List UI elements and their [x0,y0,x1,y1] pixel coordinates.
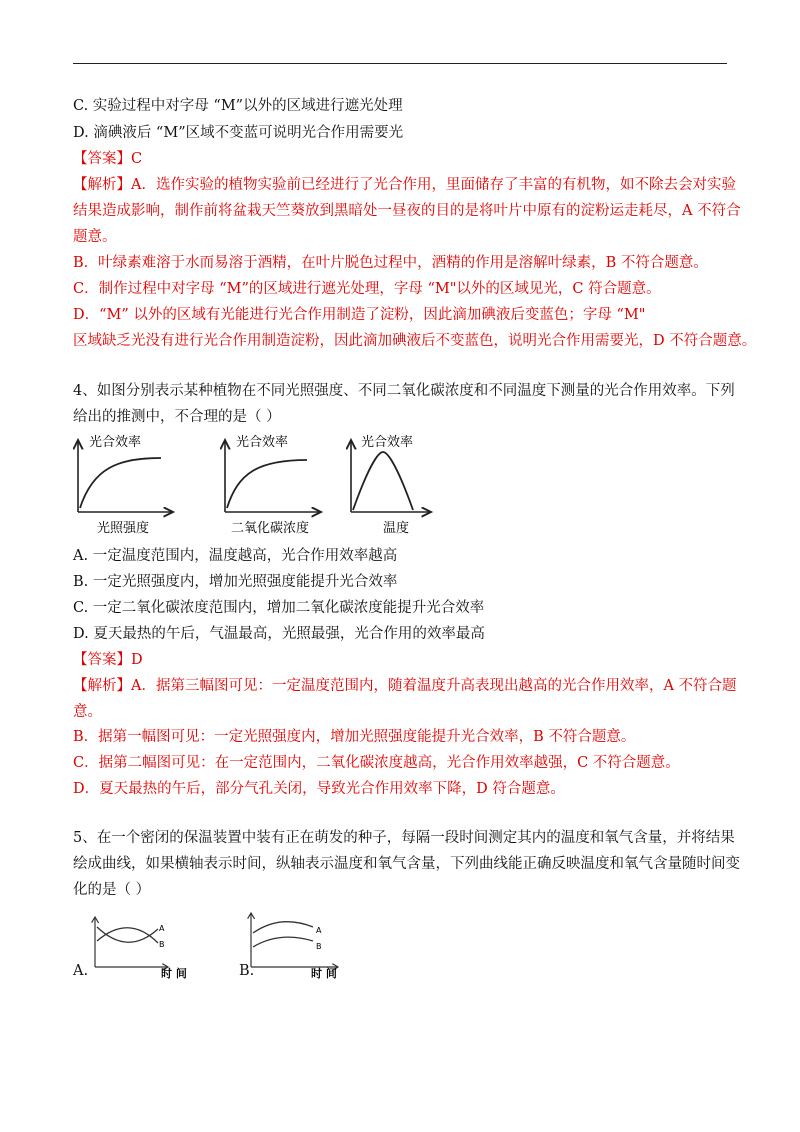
analysis-line: 题意。 [73,229,117,245]
graph-option-a [95,917,187,980]
graph-option-b [251,913,338,980]
x-axis-label: 二氧化碳浓度 [231,521,310,536]
question-stem: 绘成曲线，如果横轴表示时间，纵轴表示温度和氧气含量，下列曲线能正确反映温度和氧气含量随时间变 [73,856,740,872]
option-b-label[interactable]: B. [239,963,255,979]
q4-graphs [73,428,443,540]
curve-line [227,460,307,508]
y-axis-label: 光合效率 [89,435,142,450]
curve-line [253,937,313,947]
y-axis-label: 光合效率 [236,435,289,450]
option-b: B. 一定光照强度内，增加光照强度能提升光合效率 [73,574,398,590]
option-d: D. 夏天最热的午后，气温最高，光照最强，光合作用的效率最高 [73,626,485,642]
analysis-line: 结果造成影响，制作前将盆栽天竺葵放到黑暗处一昼夜的目的是将叶片中原有的淀粉运走耗尽，A 不符合 [73,203,741,219]
question-stem: 给出的推测中，不合理的是（ ） [73,409,281,425]
option-d: D. 滴碘液后 “M”区域不变蓝可说明光合作用需要光 [73,125,404,141]
header-rule [73,63,727,64]
question-stem: 化的是（ ） [73,882,151,898]
curve-line [97,928,158,943]
answer: 【答案】D [73,652,143,668]
analysis-line: 意。 [73,704,102,720]
analysis-line: 【解析】A．据第三幅图可见：一定温度范围内，随着温度升高表现出越高的光合作用效率，A 不符合题 [73,678,737,694]
curve-label: B [159,940,165,949]
graph-co2-concentration [225,434,321,536]
y-axis-label: 光合效率 [361,435,414,450]
curve-label: A [159,924,165,933]
x-axis-label: 光照强度 [97,521,150,536]
analysis-line: B．据第一幅图可见：一定光照强度内，增加光照强度能提升光合效率，B 不符合题意。 [73,729,636,745]
question-stem: 5、在一个密闭的保温装置中装有正在萌发的种子，每隔一段时间测定其内的温度和氧气含量，并将结果 [73,830,735,846]
curve-line [353,452,413,510]
question-stem: 4、如图分别表示某种植物在不同光照强度、不同二氧化碳浓度和不同温度下测量的光合作用效率。下列 [73,383,735,399]
analysis-line: D．夏天最热的午后，部分气孔关闭，导致光合作用效率下降，D 符合题意。 [73,781,565,797]
option-a-label[interactable]: A. [73,963,89,979]
analysis-line: 区域缺乏光没有进行光合作用制造淀粉，因此滴加碘液后不变蓝色，说明光合作用需要光，D 不符合题意。 [73,333,757,349]
graph-temperature [351,434,431,536]
x-axis-label: 时 间 [311,967,337,980]
curve-label: B [316,942,322,951]
analysis-line: 【解析】A．选作实验的植物实验前已经进行了光合作用，里面储存了丰富的有机物，如不除去会对实验 [73,177,736,193]
q5-graphs [73,905,373,990]
answer: 【答案】C [73,151,143,167]
option-c: C. 一定二氧化碳浓度范围内，增加二氧化碳浓度能提升光合效率 [73,600,485,616]
curve-label: A [316,926,322,935]
option-a: A. 一定温度范围内，温度越高，光合作用效率越高 [73,548,398,564]
analysis-line: C．据第二幅图可见：在一定范围内，二氧化碳浓度越高，光合作用效率越强，C 不符合题意。 [73,755,680,771]
analysis-line: C．制作过程中对字母 “M”的区域进行遮光处理，字母 “M"以外的区域见光，C 符合题意。 [73,281,661,297]
curve-line [253,922,313,933]
curve-line [80,458,161,508]
x-axis-label: 时 间 [161,967,187,980]
option-c: C. 实验过程中对字母 “M”以外的区域进行遮光处理 [73,98,403,114]
analysis-line: D．“M” 以外的区域有光能进行光合作用制造了淀粉，因此滴加碘液后变蓝色；字母 “M" [73,307,646,323]
graph-light-intensity [78,434,173,536]
analysis-line: B．叶绿素难溶于水而易溶于酒精，在叶片脱色过程中，酒精的作用是溶解叶绿素，B 不符合题意。 [73,255,708,271]
x-axis-label: 温度 [383,521,410,536]
